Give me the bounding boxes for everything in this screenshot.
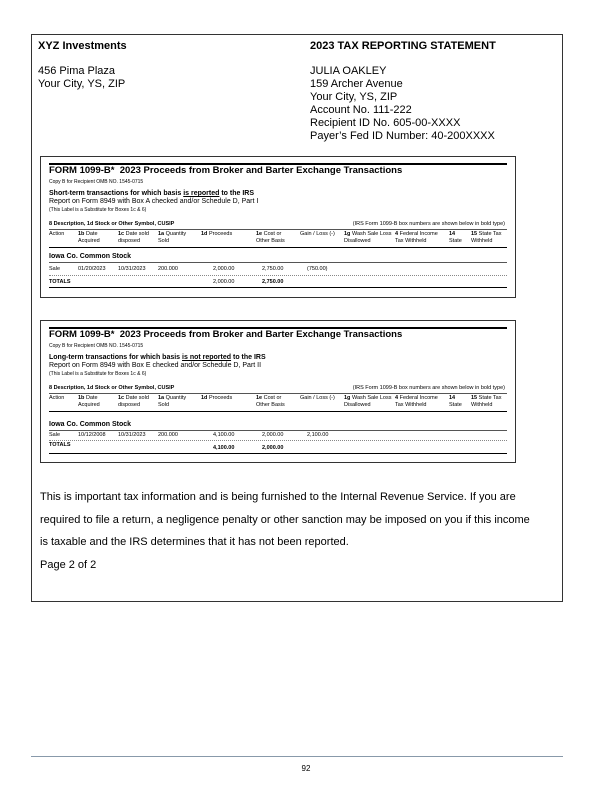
totals-proceeds: 4,100.00 (213, 445, 235, 451)
row-quantity: 200.000 (158, 432, 178, 438)
recipient-block (310, 40, 496, 143)
notice-line-2: required to file a return, a negligence penalty or other sanction may be imposed on you if this income (40, 513, 530, 526)
totals-proceeds: 2,000.00 (213, 279, 235, 285)
payer-address-1: 456 Pima Plaza (38, 65, 116, 77)
form-title (49, 331, 402, 339)
security-rule (49, 262, 507, 263)
term-pre: Short-term transactions for which basis (49, 190, 184, 197)
footer-rule (31, 756, 563, 757)
header-rule (49, 229, 507, 230)
columns-rule (49, 411, 507, 412)
row-cost: 2,000.00 (262, 432, 284, 438)
form-1099b-short-term (40, 156, 516, 298)
report-line: Report on Form 8949 with Box A checked and/or Schedule D, Part I (49, 198, 259, 205)
row-rule (49, 440, 507, 441)
term-post: to the IRS (231, 354, 266, 361)
col-proceeds: 1d Proceeds (201, 395, 233, 401)
recipient-address-1: 159 Archer Avenue (310, 78, 403, 90)
recipient-name: JULIA OAKLEY (310, 65, 387, 77)
term-underlined: is reported (183, 190, 220, 197)
col-state: 14 State (449, 231, 462, 244)
report-line: Report on Form 8949 with Box E checked and/or Schedule D, Part II (49, 362, 262, 369)
totals-label: TOTALS (49, 279, 71, 285)
account-number: Account No. 111-222 (310, 104, 412, 116)
row-date-acquired: 01/20/2023 (78, 266, 106, 272)
copy-line: Copy B for Recipient OMB NO. 1545-0715 (49, 179, 144, 185)
col-fed-tax: 4 Federal Income Tax Withheld (395, 395, 438, 408)
col-cost: 1e Cost or Other Basis (256, 395, 285, 408)
form-1099b-long-term (40, 320, 516, 463)
col-wash-sale: 1g Wash Sale Loss Disallowed (344, 231, 392, 244)
columns-rule (49, 247, 507, 248)
col-date-sold: 1c Date sold disposed (118, 395, 149, 408)
col-date-acquired: 1b Date Acquired (78, 395, 100, 408)
substitute-line: (This Label is a Substitute for Boxes 1c & 6) (49, 371, 147, 377)
totals-cost: 2,750.00 (262, 279, 284, 285)
totals-label: TOTALS (49, 442, 71, 448)
row-date-sold: 10/31/2023 (118, 432, 146, 438)
security-name: Iowa Co. Common Stock (49, 421, 132, 428)
row-action: Sale (49, 432, 61, 438)
term-heading (49, 190, 254, 198)
payer-name: XYZ Investments (38, 40, 127, 52)
copy-line: Copy B for Recipient OMB NO. 1545-0715 (49, 343, 144, 349)
form-label: FORM 1099-B* (49, 165, 115, 176)
row-proceeds: 2,000.00 (213, 266, 235, 272)
notice-line-3: is taxable and the IRS determines that it has not been reported. (40, 536, 349, 548)
security-name: Iowa Co. Common Stock (49, 253, 132, 260)
col-date-sold: 1c Date sold disposed (118, 231, 149, 244)
totals-rule (49, 287, 507, 288)
form-label: FORM 1099-B* (49, 329, 115, 340)
col-wash-sale: 1g Wash Sale Loss Disallowed (344, 395, 392, 408)
col-quantity: 1a Quantity Sold (158, 231, 187, 244)
irs-note: (IRS Form 1099-B box numbers are shown below in bold type) (352, 221, 505, 227)
statement-title: 2023 TAX REPORTING STATEMENT (310, 40, 496, 52)
substitute-line: (This Label is a Substitute for Boxes 1c & 6) (49, 207, 147, 213)
security-rule (49, 430, 507, 431)
row-action: Sale (49, 266, 61, 272)
payer-block (38, 40, 127, 91)
row-cost: 2,750.00 (262, 266, 284, 272)
form-title-text: 2023 Proceeds from Broker and Barter Exchange Transactions (119, 329, 403, 340)
col-quantity: 1a Quantity Sold (158, 395, 187, 408)
page-of: Page 2 of 2 (40, 558, 97, 571)
description-header: 8 Description, 1d Stock or Other Symbol, CUSIP (49, 221, 175, 227)
row-proceeds: 4,100.00 (213, 432, 235, 438)
row-quantity: 200.000 (158, 266, 178, 272)
row-gain-loss: 2,100.00 (307, 432, 329, 438)
row-date-sold: 10/31/2023 (118, 266, 146, 272)
form-title-text: 2023 Proceeds from Broker and Barter Exchange Transactions (119, 165, 403, 176)
col-state-tax: 15 State Tax Withheld (471, 231, 502, 244)
term-post: to the IRS (219, 190, 255, 197)
col-state: 14 State (449, 395, 462, 408)
form-title (49, 167, 402, 175)
row-gain-loss: (750.00) (307, 266, 328, 272)
irs-note: (IRS Form 1099-B box numbers are shown below in bold type) (352, 385, 505, 391)
totals-cost: 2,000.00 (262, 445, 284, 451)
payer-fed-id: Payer’s Fed ID Number: 40-200XXXX (310, 130, 495, 142)
irs-notice (40, 486, 540, 576)
recipient-address-2: Your City, YS, ZIP (310, 91, 398, 103)
recipient-id: Recipient ID No. 605-00-XXXX (310, 117, 461, 129)
col-proceeds: 1d Proceeds (201, 231, 233, 237)
col-state-tax: 15 State Tax Withheld (471, 395, 502, 408)
col-gain-loss: Gain / Loss (-) (300, 231, 335, 237)
row-date-acquired: 10/12/2008 (78, 432, 106, 438)
totals-rule (49, 453, 507, 454)
payer-address-2: Your City, YS, ZIP (38, 78, 126, 90)
col-action: Action (49, 395, 65, 401)
col-date-acquired: 1b Date Acquired (78, 231, 100, 244)
col-action: Action (49, 231, 65, 237)
header-rule (49, 393, 507, 394)
col-fed-tax: 4 Federal Income Tax Withheld (395, 231, 438, 244)
row-rule (49, 275, 507, 276)
term-underlined: is not reported (182, 354, 232, 361)
notice-line-1: This is important tax information and is being furnished to the Internal Revenue Service. If you are (40, 491, 516, 503)
description-header: 8 Description, 1d Stock or Other Symbol, CUSIP (49, 385, 175, 391)
term-heading (49, 354, 266, 362)
col-gain-loss: Gain / Loss (-) (300, 395, 335, 401)
col-cost: 1e Cost or Other Basis (256, 231, 285, 244)
page-number: 92 (301, 764, 311, 773)
term-pre: Long-term transactions for which basis (49, 354, 183, 361)
